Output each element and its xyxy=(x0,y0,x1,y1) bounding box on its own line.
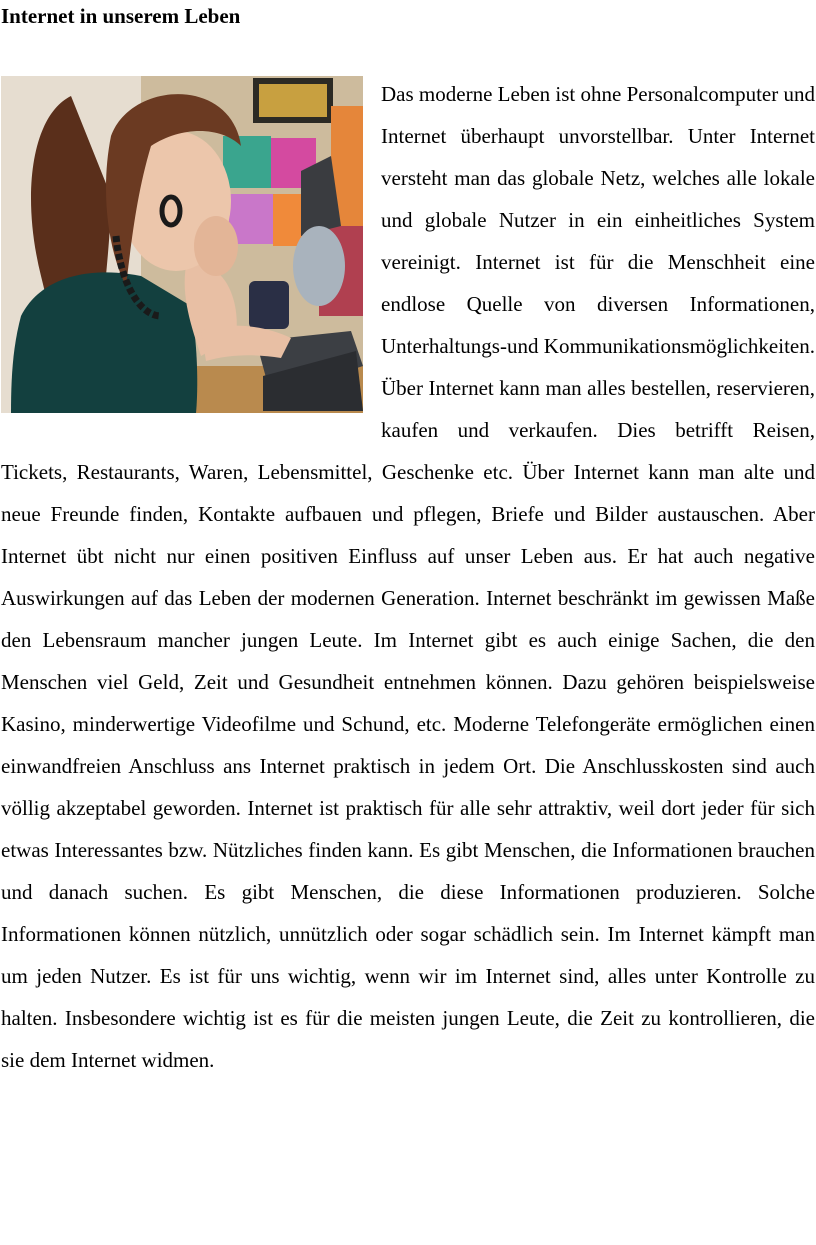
photo-illustration xyxy=(1,76,363,413)
photo-frame-inner xyxy=(259,84,327,117)
document-title: Internet in unserem Leben xyxy=(1,4,241,28)
photo-top xyxy=(11,272,197,413)
article xyxy=(1,73,815,1081)
photo-mug xyxy=(249,281,289,329)
article-body: Das moderne Leben ist ohne Personalcomputer und Internet überhaupt unvorstellbar. Unter Internet versteht man das globale Netz, welches alle lokale und globale Nutzer in ein einheitliches System vereinigt. Internet ist für die Menschheit eine endlose Quelle von diversen Informationen, Unterhaltungs-und Kommunikationsmöglichkeiten. Über Internet kann man alles bestellen, reservieren, kaufen und verkaufen. Dies betrifft Reisen, Tickets, Restaurants, Waren, Lebensmittel, Geschenke etc. Über Internet kann man alte und neue Freunde finden, Kontakte aufbauen und pflegen, Briefe und Bilder austauschen. Aber Internet übt nicht nur einen positiven Einfluss auf unser Leben aus. Er hat auch negative Auswirkungen auf das Leben der modernen Generation. Internet beschränkt im gewissen Maße den Lebensraum mancher jungen Leute. Im Internet gibt es auch einige Sachen, die den Menschen viel Geld, Zeit und Gesundheit entnehmen können. Dazu gehören beispielsweise Kasino, minderwertige Videofilme und Schund, etc. Moderne Telefongeräte ermöglichen einen einwandfreien Anschluss ans Internet praktisch in jedem Ort. Die Anschlusskosten sind auch völlig akzeptabel geworden. Internet ist praktisch für alle sehr attraktiv, weil dort jeder für sich etwas Interessantes bzw. Nützliches finden kann. Es gibt Menschen, die Informationen brauchen und danach suchen. Es gibt Menschen, die diese Informationen produzieren. Solche Informationen können nützlich, unnützlich oder sogar schädlich sein. Im Internet kämpft man um jeden Nutzer. Es ist für uns wichtig, wenn wir im Internet sind, alles unter Kontrolle zu halten. Insbesondere wichtig ist es für die meisten jungen Leute, die Zeit zu kontrollieren, die sie dem Internet widmen. xyxy=(1,82,815,1072)
woman-at-laptop-photo xyxy=(1,76,363,413)
photo-lamp-shade xyxy=(293,226,345,306)
photo-poster xyxy=(223,136,271,188)
photo-hand-chin xyxy=(194,216,238,276)
